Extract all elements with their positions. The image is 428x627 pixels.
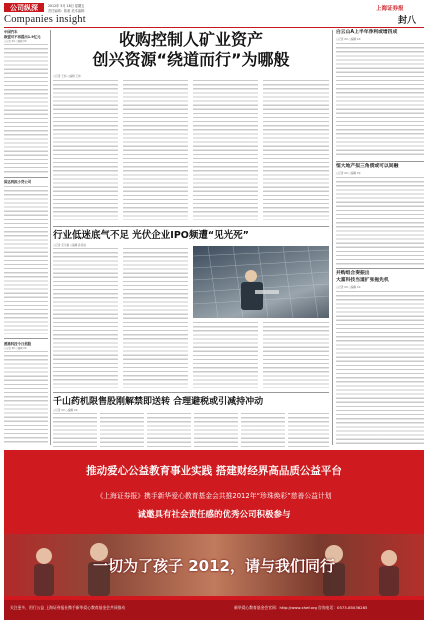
banner-footer-right: 新华爱心教育基金会官网：http://www.xhef.org 咨询电话：0573-85036285 (234, 605, 368, 610)
worker-body-icon (241, 282, 263, 310)
left-divider-2 (4, 338, 48, 339)
pv-divider (53, 392, 329, 393)
masthead-rule (4, 27, 424, 28)
pv-story (53, 230, 329, 390)
bottom-body-col-4 (194, 413, 238, 447)
paper-name: 上海证券报 (376, 6, 404, 12)
right-divider-2 (336, 268, 424, 269)
left-divider-1 (4, 177, 48, 178)
right-article-2-body (336, 177, 424, 265)
date-line: 2012年 5月 18日 星期五 (48, 4, 85, 8)
lead-story (53, 30, 329, 225)
worker-head-icon (245, 270, 257, 282)
lead-body-col-4 (263, 80, 329, 220)
lead-headline-2: 创兴资源“绕道而行”为哪般 (92, 50, 290, 69)
left-byline-2: ○记者 XX ○编辑 XX (4, 347, 27, 350)
pv-body-col-3 (193, 322, 258, 388)
left-column (4, 30, 48, 445)
banner-footer-bar (4, 600, 424, 620)
section-badge (4, 3, 44, 12)
left-title-3: 固达利拟小贷公司 (4, 180, 32, 184)
charity-banner (4, 450, 424, 620)
banner-line-1: 推动爱心公益教育事业实践 搭建财经界高品质公益平台 (86, 465, 342, 477)
right-title-1: 白云山A上半年净利或增四成 (336, 30, 398, 35)
pv-headline: 行业低迷底气不足 光伏企业IPO频遭“见光死” (53, 230, 249, 241)
editor-line: 责任编辑：陈惠 美术编辑： (48, 9, 88, 13)
right-article-1-body (336, 43, 424, 158)
bottom-headline: 千山药机限售股刚解禁即送转 合理避税或引减持冲动 (53, 397, 264, 407)
lead-divider (53, 226, 329, 227)
right-column-divider (332, 30, 333, 445)
lead-body-col-1 (53, 80, 118, 220)
right-column (336, 30, 424, 448)
bottom-byline: ○记者 XX ○编辑 XX (53, 409, 78, 412)
left-title-1: 中国汽车 (4, 30, 18, 34)
solar-panel-graphic (193, 246, 329, 318)
banner-line-3: 诚邀具有社会责任感的优秀公司积极参与 (137, 510, 291, 520)
pv-body-col-1 (53, 248, 118, 388)
left-column-divider (50, 30, 51, 445)
left-byline-1: ○记者 XX ○编辑 XX (4, 40, 27, 43)
banner-line-2: 《上海证券报》携手新华爱心教育基金会共推2012年“珍珠焕彩”慈善公益计划 (96, 492, 332, 500)
section-title-en: Companies insight (4, 14, 86, 25)
right-byline-1: ○记者 XX ○编辑 XX (336, 38, 361, 41)
banner-slogan: 一切为了孩子 2012，请与我们同行 (93, 557, 335, 575)
bottom-body-col-3 (147, 413, 191, 447)
bottom-body-col-5 (241, 413, 285, 447)
right-byline-2: ○记者 XX ○编辑 XX (336, 172, 361, 175)
bottom-story (53, 396, 329, 448)
lead-byline: ○记者 王炜 ○编辑 王炜 (53, 75, 81, 78)
lead-headline-1: 收购控制人矿业资产 (118, 30, 263, 49)
pv-byline: ○记者 宋元楷 ○编辑 孙佳成 (53, 244, 86, 247)
section-title-cn: 公司纵深 (10, 3, 38, 12)
right-divider-1 (336, 161, 424, 162)
banner-footer-left: 关注更多，用行公益 上海证券报社携手新华爱心教育基金会共同推动 (10, 605, 126, 610)
bottom-body-col-6 (288, 413, 329, 447)
left-article-2-body (4, 186, 48, 334)
lead-body-col-2 (123, 80, 188, 220)
solar-panel-photo (193, 246, 329, 318)
bottom-body-col-2 (100, 413, 144, 447)
children-photo (4, 534, 424, 596)
left-title-4: 渡港科技今日招股 (4, 342, 32, 346)
masthead (0, 0, 428, 28)
right-title-2: 恒大地产拟三角债或可以间融 (336, 164, 399, 169)
left-article-3-body (4, 351, 48, 445)
right-byline-3: ○记者 XX ○编辑 XX (336, 286, 361, 289)
lead-body-col-3 (193, 80, 258, 220)
left-article-1-body (4, 44, 48, 174)
pv-body-col-4 (263, 322, 329, 388)
pv-body-col-2 (123, 248, 188, 388)
right-title-3: 并购组合奏振出 (336, 271, 370, 276)
left-title-2: 欧盟对不再提出1.9亿元 (4, 35, 41, 39)
page-label: 封八 (398, 16, 417, 26)
right-title-4: 大富科技当道扩张拖先机 (336, 278, 389, 283)
right-article-3-body (336, 291, 424, 446)
bottom-body-col-1 (53, 413, 97, 447)
